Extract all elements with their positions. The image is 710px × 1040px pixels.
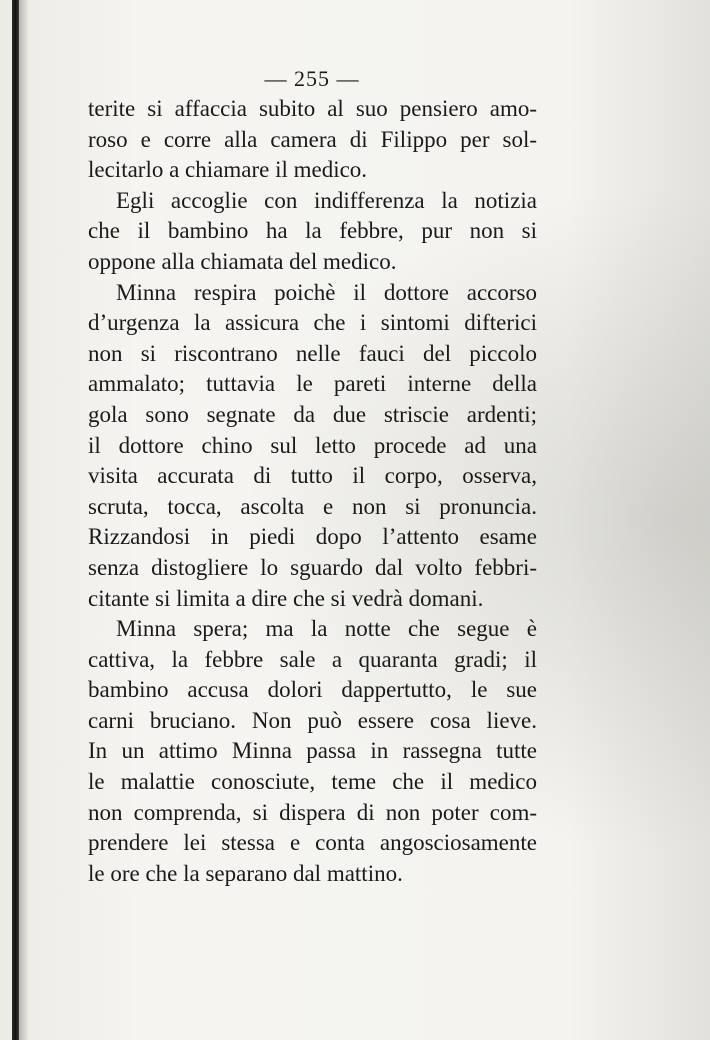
text-line: prendere lei stessa e conta angosciosamente (88, 830, 537, 856)
text-line: Rizzandosi in piedi dopo l’attento esame (88, 524, 537, 550)
body-text (88, 94, 537, 889)
text-line: carni bruciano. Non può essere cosa lieve. (88, 707, 537, 733)
text-line: Egli accoglie con indifferenza la notizia (116, 187, 537, 213)
text-line: ammalato; tuttavia le pareti interne della (88, 371, 537, 397)
text-line: terite si affaccia subito al suo pensiero amo- (88, 96, 537, 121)
text-line: il dottore chino sul letto procede ad una (88, 432, 537, 458)
text-line: bambino accusa dolori dappertutto, le sue (88, 677, 537, 703)
text-line: le ore che la separano dal mattino. (88, 860, 403, 886)
text-line: Minna respira poichè il dottore accorso (116, 279, 537, 305)
text-line: In un attimo Minna passa in rassegna tutte (88, 738, 537, 764)
text-line: gola sono segnate da due striscie ardenti; (88, 401, 537, 427)
spine-shadow (19, 0, 29, 1040)
text-line: che il bambino ha la febbre, pur non si (88, 218, 537, 244)
text-line: le malattie conosciute, teme che il medico (88, 769, 537, 795)
text-line: lecitarlo a chiamare il medico. (88, 157, 368, 183)
text-line: senza distogliere lo sguardo dal volto febbri- (88, 554, 537, 580)
text-line: oppone alla chiamata del medico. (88, 248, 397, 274)
text-line: citante si limita a dire che si vedrà domani. (88, 585, 484, 611)
text-line: roso e corre alla camera di Filippo per sol- (88, 126, 537, 152)
text-line: non si riscontrano nelle fauci del piccolo (88, 340, 537, 366)
text-line: visita accurata di tutto il corpo, osserva, (88, 463, 537, 489)
book-spine (12, 0, 19, 1040)
text-line: non comprenda, si dispera di non poter com- (88, 799, 537, 825)
page-number: — 255 — (264, 66, 360, 91)
text-line: cattiva, la febbre sale a quaranta gradi; il (88, 646, 537, 672)
text-line: scruta, tocca, ascolta e non si pronuncia. (88, 493, 537, 519)
text-line: d’urgenza la assicura che i sintomi difterici (88, 310, 537, 336)
text-line: Minna spera; ma la notte che segue è (116, 616, 537, 642)
